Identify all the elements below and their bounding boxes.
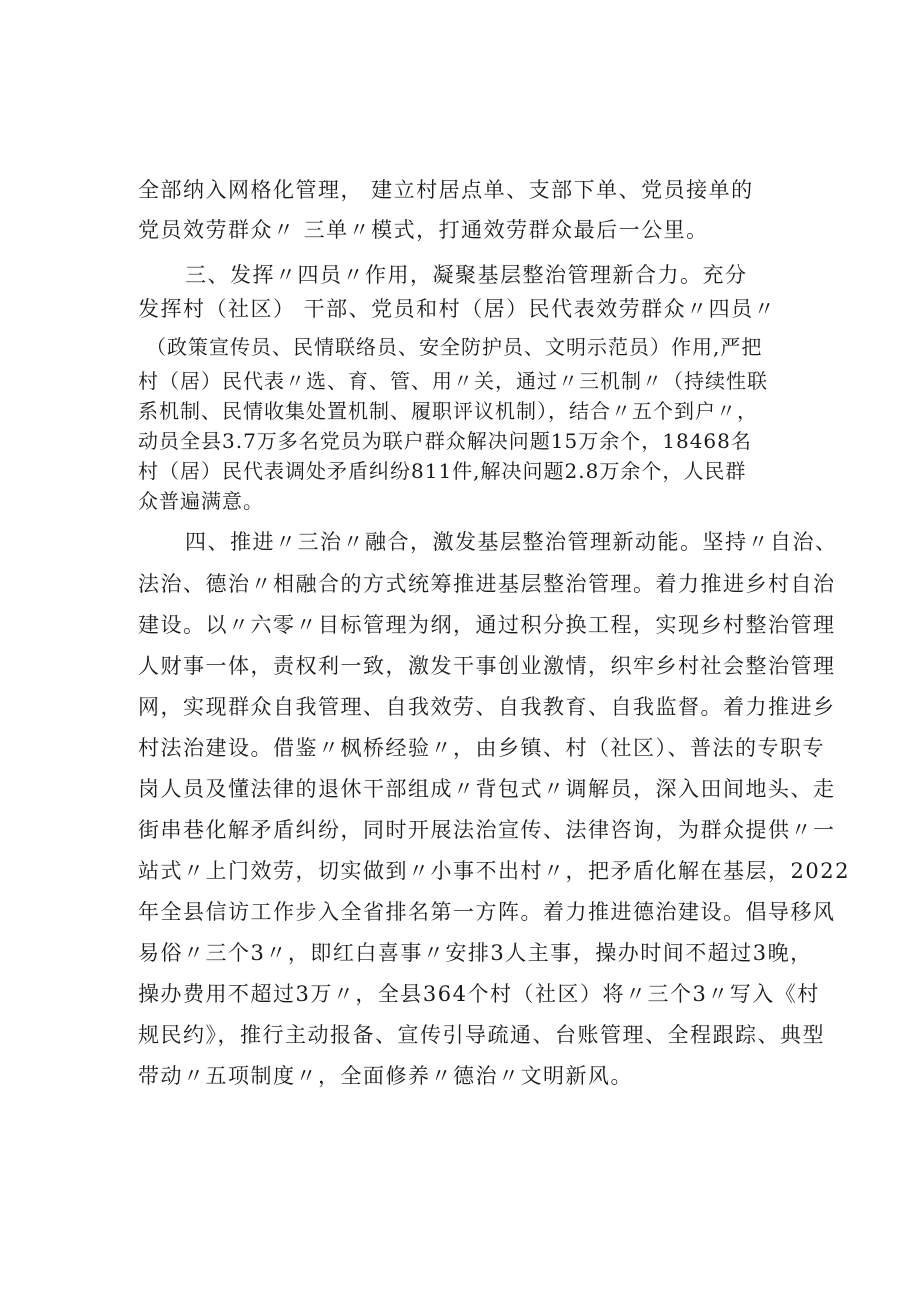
text-line: 易俗〃三个3〃，即红白喜事〃安排3人主事，操办时间不超过3晚， xyxy=(138,941,813,965)
text-line: 网，实现群众自我管理、自我效劳、自我教育、自我监督。着力推进乡 xyxy=(138,695,836,719)
text-line: 四、推进〃三治〃融合，激发基层整治管理新动能。坚持〃自治、 xyxy=(185,530,838,554)
text-line: 带动〃五项制度〃，全面修养〃德治〃文明新风。 xyxy=(138,1064,633,1088)
text-line: 法治、德治〃相融合的方式统筹推进基层整治管理。着力推进乡村自治 xyxy=(138,572,836,596)
text-line: 站式〃上门效劳，切实做到〃小事不出村〃，把矛盾化解在基层，2022 xyxy=(138,859,850,883)
text-line: 村法治建设。借鉴〃枫桥经验〃，由乡镇、村（社区）、普法的专职专 xyxy=(138,736,825,760)
text-line: 规民约》，推行主动报备、宣传引导疏通、台账管理、全程跟踪、典型 xyxy=(138,1023,825,1047)
text-line: 岗人员及懂法律的退休干部组成〃背包式〃调解员，深入田间地头、走 xyxy=(138,777,836,801)
text-line: （政策宣传员、民情联络员、安全防护员、文明示范员）作用,严把 xyxy=(146,335,763,359)
text-line: 村（居）民代表〃选、育、管、用〃关，通过〃三机制〃（持续性联 xyxy=(138,369,768,393)
text-line: 全部纳入网格化管理， 建立村居点单、支部下单、党员接单的 xyxy=(138,178,754,202)
text-line: 年全县信访工作步入全省排名第一方阵。着力推进德治建设。倡导移风 xyxy=(138,900,836,924)
text-line: 村（居）民代表调处矛盾纠纷811件,解决问题2.8万余个，人民群 xyxy=(138,459,747,483)
text-line: 街串巷化解矛盾纠纷，同时开展法治宣传、法律咨询，为群众提供〃一 xyxy=(138,818,836,842)
text-line: 发挥村（社区） 干部、党员和村（居）民代表效劳群众〃四员〃 xyxy=(138,297,777,321)
text-line: 三、发挥〃四员〃作用，凝聚基层整治管理新合力。充分 xyxy=(185,263,748,287)
text-line: 系机制、民情收集处置机制、履职评议机制），结合〃五个到户〃， xyxy=(138,399,758,423)
text-line: 操办费用不超过3万〃，全县364个村（社区）将〃三个3〃写入《村 xyxy=(138,982,820,1006)
text-line: 动员全县3.7万多名党员为联户群众解决问题15万余个，18468名 xyxy=(138,429,752,453)
text-line: 建设。以〃六零〃目标管理为纲，通过积分换工程，实现乡村整治管理 xyxy=(138,613,836,637)
text-line: 众普遍满意。 xyxy=(138,489,264,513)
text-line: 党员效劳群众〃 三单〃模式，打通效劳群众最后一公里。 xyxy=(138,218,709,242)
text-line: 人财事一体，责权利一致，激发干事创业激情，织牢乡村社会整治管理 xyxy=(138,654,836,678)
